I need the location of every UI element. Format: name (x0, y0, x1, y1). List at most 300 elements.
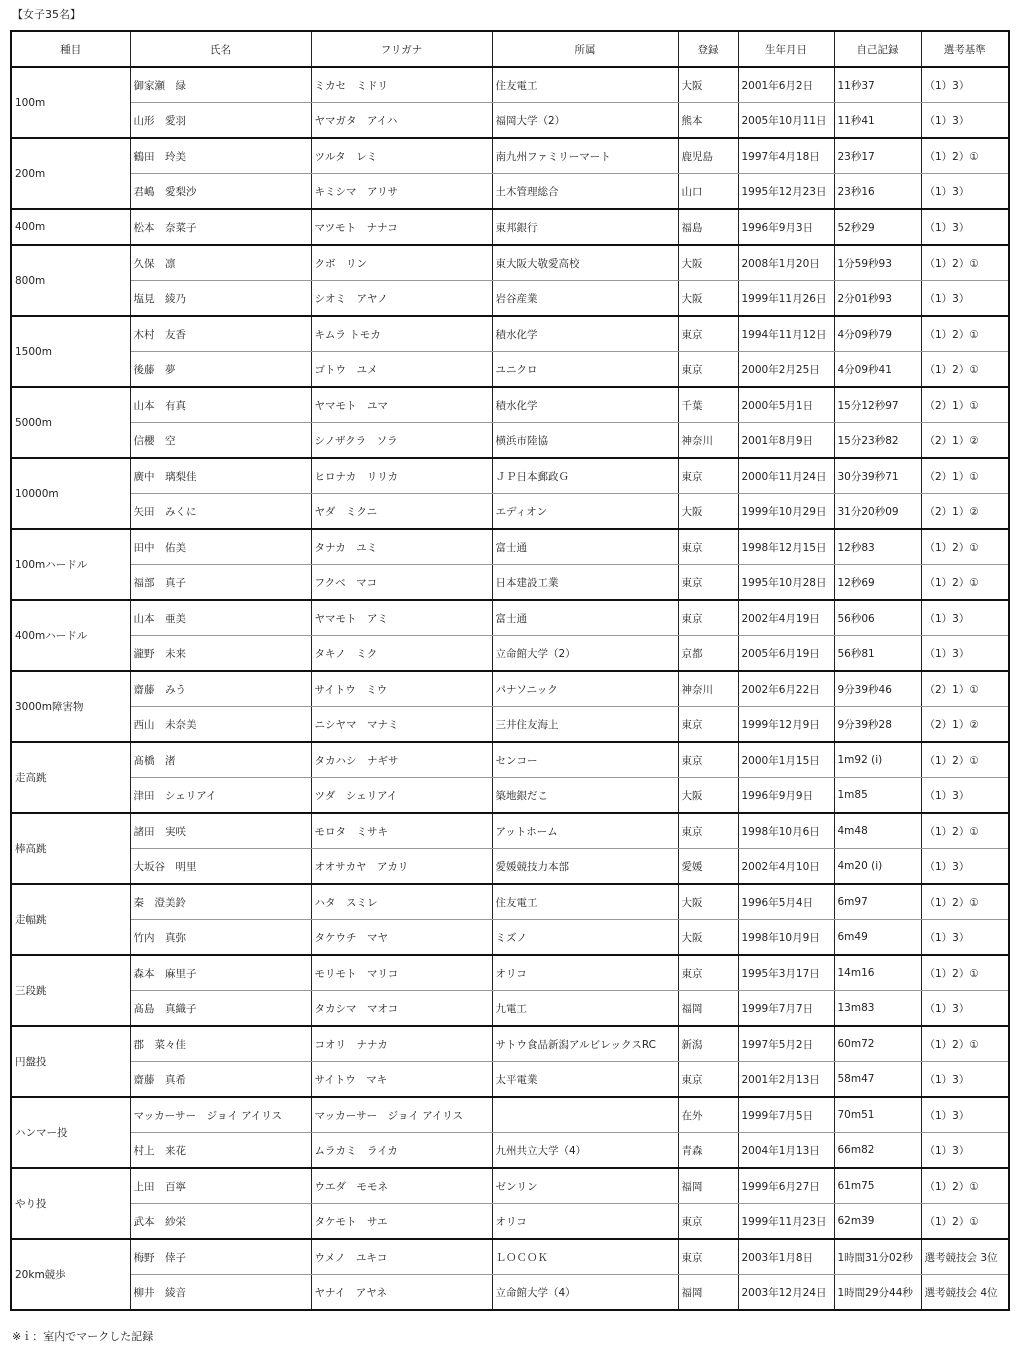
table-row (11, 387, 1009, 423)
athlete-name: 秦 澄美鈴 (130, 884, 311, 920)
athlete-registration: 東京 (678, 813, 738, 849)
athlete-affiliation: 積水化学 (492, 387, 678, 423)
athlete-personal-best: 4分09秒41 (834, 352, 921, 388)
athlete-registration: 福岡 (678, 991, 738, 1027)
athlete-personal-best: 56秒81 (834, 636, 921, 672)
event-cell: 走幅跳 (11, 884, 130, 955)
athlete-name: 郡 菜々佳 (130, 1026, 311, 1062)
athlete-registration: 山口 (678, 174, 738, 210)
event-cell: 100mハードル (11, 529, 130, 600)
athlete-registration: 新潟 (678, 1026, 738, 1062)
athlete-affiliation: ユニクロ (492, 352, 678, 388)
athlete-name: 山形 愛羽 (130, 103, 311, 139)
athlete-kana: ツダ シェリアイ (311, 778, 492, 814)
athlete-affiliation: 九州共立大学（4） (492, 1133, 678, 1169)
athlete-birthdate: 1999年12月9日 (738, 707, 834, 743)
athlete-kana: ヤマモト アミ (311, 600, 492, 636)
athlete-criteria: （1）3） (921, 1097, 1009, 1133)
athlete-registration: 東京 (678, 529, 738, 565)
athlete-affiliation: 住友電工 (492, 884, 678, 920)
athlete-kana: ハタ スミレ (311, 884, 492, 920)
event-cell: 1500m (11, 316, 130, 387)
athlete-birthdate: 1997年4月18日 (738, 138, 834, 174)
athlete-personal-best: 9分39秒28 (834, 707, 921, 743)
athlete-birthdate: 1998年10月6日 (738, 813, 834, 849)
athlete-criteria: （1）2）① (921, 1168, 1009, 1204)
athlete-kana: タカハシ ナギサ (311, 742, 492, 778)
athlete-criteria: （1）3） (921, 209, 1009, 245)
athlete-criteria: （1）2）① (921, 884, 1009, 920)
athlete-name: 君嶋 愛梨沙 (130, 174, 311, 210)
athlete-personal-best: 4m20 (i) (834, 849, 921, 885)
table-row (11, 920, 1009, 956)
header-birthdate: 生年月日 (738, 31, 834, 67)
athlete-personal-best: 9分39秒46 (834, 671, 921, 707)
athlete-kana: ミカセ ミドリ (311, 67, 492, 103)
athlete-affiliation (492, 1097, 678, 1133)
athlete-criteria: （1）3） (921, 1062, 1009, 1098)
table-row (11, 1168, 1009, 1204)
athlete-personal-best: 4分09秒79 (834, 316, 921, 352)
athlete-criteria: （2）1）① (921, 671, 1009, 707)
athlete-name: 髙島 真織子 (130, 991, 311, 1027)
header-row (11, 31, 1009, 67)
event-cell: 三段跳 (11, 955, 130, 1026)
athlete-affiliation: 岩谷産業 (492, 281, 678, 317)
athlete-personal-best: 13m83 (834, 991, 921, 1027)
athlete-kana: マッカーサー ジョイ アイリス (311, 1097, 492, 1133)
athlete-personal-best: 6m49 (834, 920, 921, 956)
athlete-affiliation: ミズノ (492, 920, 678, 956)
athlete-personal-best: 14m16 (834, 955, 921, 991)
athlete-birthdate: 1999年7月7日 (738, 991, 834, 1027)
athlete-name: 久保 凛 (130, 245, 311, 281)
event-cell: 100m (11, 67, 130, 138)
athlete-personal-best: 15分23秒82 (834, 423, 921, 459)
table-row (11, 849, 1009, 885)
header-criteria: 選考基準 (921, 31, 1009, 67)
athlete-affiliation: 横浜市陸協 (492, 423, 678, 459)
athlete-name: 福部 真子 (130, 565, 311, 601)
athlete-personal-best: 4m48 (834, 813, 921, 849)
athlete-personal-best: 15分12秒97 (834, 387, 921, 423)
athlete-criteria: （1）2）① (921, 955, 1009, 991)
athlete-affiliation: ＬＯＣＯＫ (492, 1239, 678, 1275)
page-heading: 【女子35名】 (12, 8, 81, 21)
header-name: 氏名 (130, 31, 311, 67)
athlete-birthdate: 2005年6月19日 (738, 636, 834, 672)
athlete-criteria: 選考競技会 3位 (921, 1239, 1009, 1275)
athlete-affiliation: 三井住友海上 (492, 707, 678, 743)
table-row (11, 742, 1009, 778)
athlete-birthdate: 2002年6月22日 (738, 671, 834, 707)
table-row (11, 423, 1009, 459)
athlete-personal-best: 12秒69 (834, 565, 921, 601)
athlete-birthdate: 1999年10月29日 (738, 494, 834, 530)
athlete-affiliation: 福岡大学（2） (492, 103, 678, 139)
athlete-registration: 東京 (678, 458, 738, 494)
athlete-affiliation: オリコ (492, 1204, 678, 1240)
athlete-personal-best: 1分59秒93 (834, 245, 921, 281)
athlete-birthdate: 1998年10月9日 (738, 920, 834, 956)
athlete-affiliation: センコー (492, 742, 678, 778)
athlete-kana: モロタ ミサキ (311, 813, 492, 849)
table-row (11, 281, 1009, 317)
event-cell: 10000m (11, 458, 130, 529)
event-cell: 5000m (11, 387, 130, 458)
athlete-birthdate: 2001年6月2日 (738, 67, 834, 103)
athlete-kana: タケウチ マヤ (311, 920, 492, 956)
athlete-affiliation: 南九州ファミリーマート (492, 138, 678, 174)
athlete-kana: ウメノ ユキコ (311, 1239, 492, 1275)
table-row (11, 1204, 1009, 1240)
athlete-kana: ウエダ モモネ (311, 1168, 492, 1204)
athlete-name: 齋藤 みう (130, 671, 311, 707)
athlete-criteria: （2）1）② (921, 423, 1009, 459)
athlete-affiliation: 東邦銀行 (492, 209, 678, 245)
athlete-affiliation: 太平電業 (492, 1062, 678, 1098)
athlete-birthdate: 2008年1月20日 (738, 245, 834, 281)
table-row (11, 1026, 1009, 1062)
athlete-criteria: （1）3） (921, 1133, 1009, 1169)
athlete-name: 鶴田 玲美 (130, 138, 311, 174)
athlete-name: 諸田 実咲 (130, 813, 311, 849)
athlete-kana: クボ リン (311, 245, 492, 281)
athlete-personal-best: 58m47 (834, 1062, 921, 1098)
athlete-kana: タナカ ユミ (311, 529, 492, 565)
athlete-criteria: （1）3） (921, 636, 1009, 672)
athlete-birthdate: 2005年10月11日 (738, 103, 834, 139)
header-registration: 登録 (678, 31, 738, 67)
table-row (11, 707, 1009, 743)
header-personal-best: 自己記録 (834, 31, 921, 67)
athlete-criteria: （1）2）① (921, 565, 1009, 601)
athlete-criteria: （1）2）① (921, 813, 1009, 849)
athlete-name: 信櫻 空 (130, 423, 311, 459)
athlete-affiliation: 土木管理総合 (492, 174, 678, 210)
table-row (11, 67, 1009, 103)
table-row (11, 138, 1009, 174)
event-cell: 20km競歩 (11, 1239, 130, 1310)
athlete-name: 森本 麻里子 (130, 955, 311, 991)
athlete-kana: キミシマ アリサ (311, 174, 492, 210)
athlete-registration: 千葉 (678, 387, 738, 423)
athlete-registration: 大阪 (678, 281, 738, 317)
athlete-affiliation: サトウ食品新潟アルビレックスRC (492, 1026, 678, 1062)
athlete-name: 山本 亜美 (130, 600, 311, 636)
athlete-registration: 大阪 (678, 884, 738, 920)
athlete-kana: タカシマ マオコ (311, 991, 492, 1027)
athlete-registration: 京都 (678, 636, 738, 672)
athlete-personal-best: 1m92 (i) (834, 742, 921, 778)
athlete-registration: 福島 (678, 209, 738, 245)
athlete-birthdate: 2003年12月24日 (738, 1275, 834, 1311)
athlete-registration: 愛媛 (678, 849, 738, 885)
athlete-kana: フクベ マコ (311, 565, 492, 601)
athlete-kana: キムラ トモカ (311, 316, 492, 352)
table-row (11, 1275, 1009, 1311)
athlete-kana: ムラカミ ライカ (311, 1133, 492, 1169)
athlete-affiliation: 築地銀だこ (492, 778, 678, 814)
athlete-personal-best: 1時間29分44秒 (834, 1275, 921, 1311)
athlete-registration: 神奈川 (678, 423, 738, 459)
athlete-affiliation: エディオン (492, 494, 678, 530)
athlete-name: 上田 百寧 (130, 1168, 311, 1204)
athlete-registration: 東京 (678, 1062, 738, 1098)
athlete-kana: サイトウ マキ (311, 1062, 492, 1098)
athlete-name: 津田 シェリアイ (130, 778, 311, 814)
athlete-name: 梅野 倖子 (130, 1239, 311, 1275)
athlete-registration: 鹿児島 (678, 138, 738, 174)
athlete-birthdate: 1995年3月17日 (738, 955, 834, 991)
athlete-kana: タケモト サエ (311, 1204, 492, 1240)
athlete-registration: 東京 (678, 352, 738, 388)
athlete-registration: 東京 (678, 742, 738, 778)
athlete-registration: 大阪 (678, 920, 738, 956)
table-row (11, 600, 1009, 636)
athlete-name: マッカーサー ジョイ アイリス (130, 1097, 311, 1133)
athlete-personal-best: 31分20秒09 (834, 494, 921, 530)
athlete-birthdate: 2002年4月10日 (738, 849, 834, 885)
athlete-criteria: （2）1）① (921, 458, 1009, 494)
athlete-name: 矢田 みくに (130, 494, 311, 530)
athlete-birthdate: 2000年11月24日 (738, 458, 834, 494)
athlete-criteria: （2）1）② (921, 707, 1009, 743)
athlete-personal-best: 23秒17 (834, 138, 921, 174)
table-row (11, 209, 1009, 245)
table-row (11, 352, 1009, 388)
header-event: 種目 (11, 31, 130, 67)
header-kana: フリガナ (311, 31, 492, 67)
athlete-criteria: （2）1）② (921, 494, 1009, 530)
athlete-kana: シノザクラ ソラ (311, 423, 492, 459)
athlete-personal-best: 60m72 (834, 1026, 921, 1062)
athlete-criteria: （1）2）① (921, 316, 1009, 352)
table-row (11, 103, 1009, 139)
athlete-birthdate: 2001年2月13日 (738, 1062, 834, 1098)
table-row (11, 955, 1009, 991)
athlete-personal-best: 12秒83 (834, 529, 921, 565)
athlete-name: 瀧野 未来 (130, 636, 311, 672)
athlete-name: 大坂谷 明里 (130, 849, 311, 885)
athlete-affiliation: ＪＰ日本郵政Ｇ (492, 458, 678, 494)
athlete-criteria: （1）3） (921, 103, 1009, 139)
athlete-personal-best: 52秒29 (834, 209, 921, 245)
table-row (11, 494, 1009, 530)
athlete-criteria: 選考競技会 4位 (921, 1275, 1009, 1311)
athlete-table (10, 30, 1010, 1311)
athlete-criteria: （1）3） (921, 174, 1009, 210)
athlete-name: 武本 紗栄 (130, 1204, 311, 1240)
athlete-criteria: （1）2）① (921, 1204, 1009, 1240)
athlete-kana: ヤマガタ アイハ (311, 103, 492, 139)
athlete-criteria: （1）3） (921, 849, 1009, 885)
athlete-name: 御家瀬 緑 (130, 67, 311, 103)
athlete-name: 村上 来花 (130, 1133, 311, 1169)
athlete-criteria: （1）2）① (921, 138, 1009, 174)
athlete-name: 竹内 真弥 (130, 920, 311, 956)
athlete-kana: ヒロナカ リリカ (311, 458, 492, 494)
athlete-affiliation: 住友電工 (492, 67, 678, 103)
athlete-personal-best: 6m97 (834, 884, 921, 920)
athlete-birthdate: 1999年11月23日 (738, 1204, 834, 1240)
athlete-affiliation: 九電工 (492, 991, 678, 1027)
athlete-affiliation: 日本建設工業 (492, 565, 678, 601)
table-row (11, 991, 1009, 1027)
athlete-kana: マツモト ナナコ (311, 209, 492, 245)
table-row (11, 316, 1009, 352)
athlete-birthdate: 2000年2月25日 (738, 352, 834, 388)
athlete-personal-best: 56秒06 (834, 600, 921, 636)
event-cell: ハンマー投 (11, 1097, 130, 1168)
table-row (11, 1239, 1009, 1275)
athlete-birthdate: 2000年5月1日 (738, 387, 834, 423)
athlete-personal-best: 70m51 (834, 1097, 921, 1133)
athlete-registration: 大阪 (678, 67, 738, 103)
athlete-criteria: （2）1）① (921, 387, 1009, 423)
table-row (11, 174, 1009, 210)
event-cell: 棒高跳 (11, 813, 130, 884)
athlete-affiliation: 愛媛競技力本部 (492, 849, 678, 885)
event-cell: 400mハードル (11, 600, 130, 671)
athlete-personal-best: 11秒41 (834, 103, 921, 139)
event-cell: 円盤投 (11, 1026, 130, 1097)
event-cell: 400m (11, 209, 130, 245)
athlete-criteria: （1）3） (921, 920, 1009, 956)
athlete-criteria: （1）2）① (921, 742, 1009, 778)
athlete-criteria: （1）3） (921, 991, 1009, 1027)
athlete-registration: 大阪 (678, 778, 738, 814)
athlete-criteria: （1）3） (921, 600, 1009, 636)
athlete-affiliation: オリコ (492, 955, 678, 991)
athlete-criteria: （1）3） (921, 67, 1009, 103)
athlete-personal-best: 1時間31分02秒 (834, 1239, 921, 1275)
athlete-kana: ゴトウ ユメ (311, 352, 492, 388)
athlete-personal-best: 62m39 (834, 1204, 921, 1240)
athlete-birthdate: 1995年10月28日 (738, 565, 834, 601)
table-row (11, 778, 1009, 814)
athlete-criteria: （1）2）① (921, 529, 1009, 565)
athlete-personal-best: 11秒37 (834, 67, 921, 103)
athlete-birthdate: 1998年12月15日 (738, 529, 834, 565)
table-row (11, 671, 1009, 707)
athlete-name: 後藤 夢 (130, 352, 311, 388)
event-cell: 800m (11, 245, 130, 316)
athlete-affiliation: 立命館大学（4） (492, 1275, 678, 1311)
athlete-birthdate: 1996年5月4日 (738, 884, 834, 920)
athlete-kana: モリモト マリコ (311, 955, 492, 991)
athlete-birthdate: 2004年1月13日 (738, 1133, 834, 1169)
athlete-kana: ツルタ レミ (311, 138, 492, 174)
athlete-kana: ヤダ ミクニ (311, 494, 492, 530)
athlete-kana: サイトウ ミウ (311, 671, 492, 707)
athlete-registration: 福岡 (678, 1275, 738, 1311)
athlete-name: 塩見 綾乃 (130, 281, 311, 317)
athlete-registration: 東京 (678, 1204, 738, 1240)
table-row (11, 636, 1009, 672)
athlete-birthdate: 1997年5月2日 (738, 1026, 834, 1062)
athlete-affiliation: 富士通 (492, 600, 678, 636)
event-cell: やり投 (11, 1168, 130, 1239)
athlete-name: 齋藤 真希 (130, 1062, 311, 1098)
athlete-affiliation: ゼンリン (492, 1168, 678, 1204)
athlete-birthdate: 2001年8月9日 (738, 423, 834, 459)
athlete-birthdate: 2002年4月19日 (738, 600, 834, 636)
event-cell: 走高跳 (11, 742, 130, 813)
athlete-name: 柳井 綾音 (130, 1275, 311, 1311)
athlete-kana: ニシヤマ マナミ (311, 707, 492, 743)
table-row (11, 565, 1009, 601)
athlete-registration: 在外 (678, 1097, 738, 1133)
athlete-name: 松本 奈菜子 (130, 209, 311, 245)
athlete-birthdate: 1999年11月26日 (738, 281, 834, 317)
table-row (11, 884, 1009, 920)
athlete-criteria: （1）2）① (921, 245, 1009, 281)
athlete-table-body (11, 67, 1009, 1310)
athlete-registration: 大阪 (678, 494, 738, 530)
athlete-registration: 東京 (678, 1239, 738, 1275)
athlete-kana: コオリ ナナカ (311, 1026, 492, 1062)
athlete-affiliation: アットホーム (492, 813, 678, 849)
athlete-affiliation: 東大阪大敬愛高校 (492, 245, 678, 281)
athlete-personal-best: 23秒16 (834, 174, 921, 210)
table-row (11, 245, 1009, 281)
header-affiliation: 所属 (492, 31, 678, 67)
athlete-personal-best: 2分01秒93 (834, 281, 921, 317)
athlete-registration: 大阪 (678, 245, 738, 281)
athlete-registration: 青森 (678, 1133, 738, 1169)
athlete-registration: 東京 (678, 316, 738, 352)
athlete-criteria: （1）3） (921, 778, 1009, 814)
athlete-criteria: （1）2）① (921, 352, 1009, 388)
athlete-birthdate: 1995年12月23日 (738, 174, 834, 210)
event-cell: 3000m障害物 (11, 671, 130, 742)
athlete-affiliation: パナソニック (492, 671, 678, 707)
athlete-personal-best: 61m75 (834, 1168, 921, 1204)
athlete-birthdate: 1996年9月9日 (738, 778, 834, 814)
athlete-birthdate: 1999年7月5日 (738, 1097, 834, 1133)
athlete-kana: タキノ ミク (311, 636, 492, 672)
athlete-registration: 神奈川 (678, 671, 738, 707)
table-row (11, 1133, 1009, 1169)
table-row (11, 1062, 1009, 1098)
athlete-kana: ヤマモト ユマ (311, 387, 492, 423)
athlete-affiliation: 積水化学 (492, 316, 678, 352)
athlete-registration: 東京 (678, 707, 738, 743)
athlete-name: 山本 有真 (130, 387, 311, 423)
table-row (11, 458, 1009, 494)
athlete-name: 髙橋 渚 (130, 742, 311, 778)
athlete-registration: 東京 (678, 955, 738, 991)
athlete-name: 木村 友香 (130, 316, 311, 352)
table-row (11, 529, 1009, 565)
athlete-name: 廣中 璃梨佳 (130, 458, 311, 494)
table-row (11, 1097, 1009, 1133)
athlete-kana: シオミ アヤノ (311, 281, 492, 317)
athlete-birthdate: 1999年6月27日 (738, 1168, 834, 1204)
athlete-registration: 熊本 (678, 103, 738, 139)
athlete-criteria: （1）2）① (921, 1026, 1009, 1062)
athlete-registration: 東京 (678, 600, 738, 636)
event-cell: 200m (11, 138, 130, 209)
athlete-criteria: （1）3） (921, 281, 1009, 317)
athlete-name: 田中 佑美 (130, 529, 311, 565)
athlete-personal-best: 1m85 (834, 778, 921, 814)
athlete-personal-best: 66m82 (834, 1133, 921, 1169)
athlete-birthdate: 2000年1月15日 (738, 742, 834, 778)
athlete-affiliation: 立命館大学（2） (492, 636, 678, 672)
athlete-registration: 福岡 (678, 1168, 738, 1204)
